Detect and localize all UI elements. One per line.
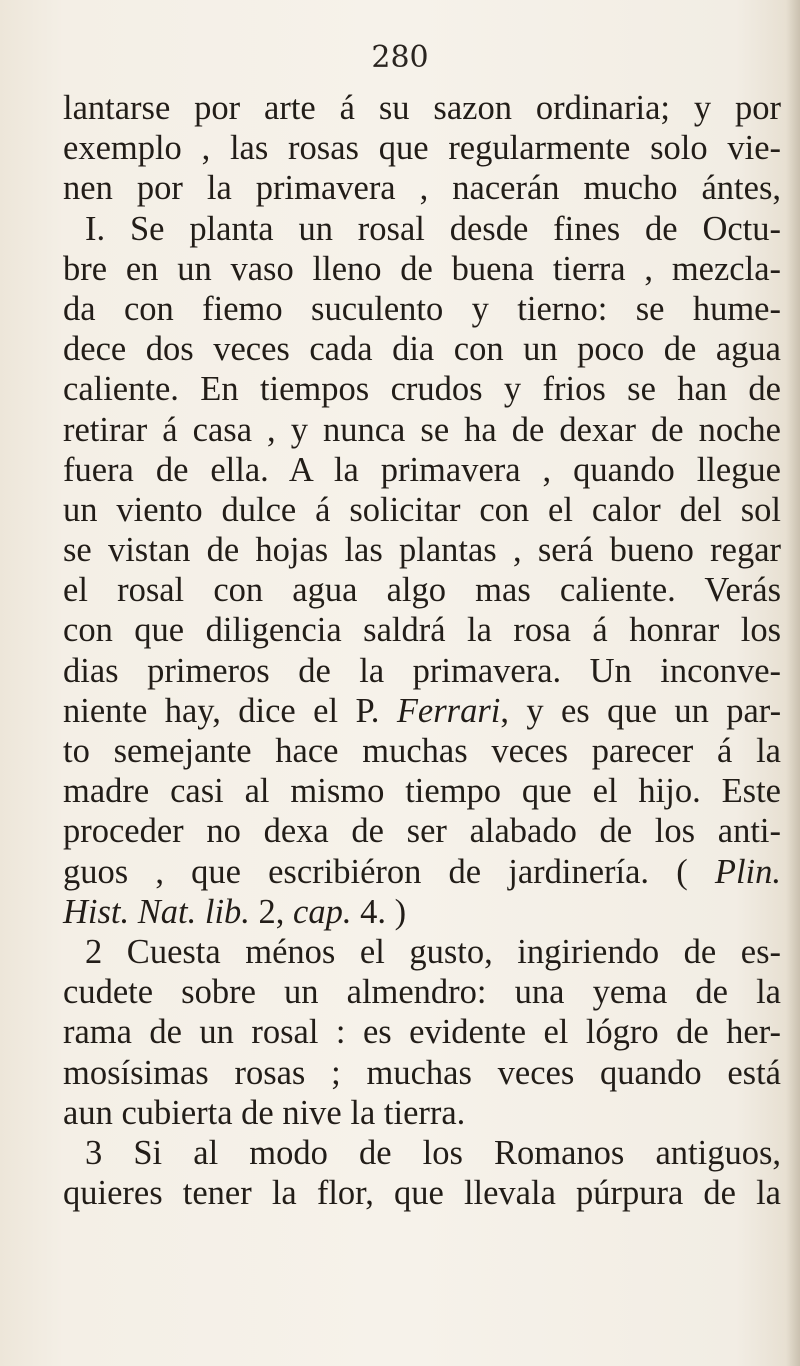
italic-word: Hist. <box>63 892 130 931</box>
body-text <box>63 88 781 1213</box>
text-line: 3 Si al modo de los Romanos antiguos, <box>85 1133 781 1172</box>
text-line: exemplo , las rosas que regularmente solo vie- <box>63 129 781 168</box>
text-line: Hist. Nat. lib. 2, cap. 4. ) <box>63 892 407 931</box>
text-line: se vistan de hojas las plantas , será bueno regar <box>63 531 781 570</box>
italic-word: lib. <box>204 892 250 931</box>
text-line: proceder no dexa de ser alabado de los anti- <box>63 812 781 851</box>
text-line: guos , que escribiéron de jardinería. ( Plin. <box>63 852 781 891</box>
text-line: quieres tener la flor, que llevala púrpura de la <box>63 1174 781 1213</box>
page-number: 280 <box>371 40 429 75</box>
italic-word: Plin. <box>714 852 781 891</box>
text-line: nen por la primavera , nacerán mucho ántes, <box>63 169 781 208</box>
text-line: to semejante hace muchas veces parecer á la <box>63 732 781 770</box>
text-line: caliente. En tiempos crudos y frios se han de <box>63 370 781 409</box>
text-line: lantarse por arte á su sazon ordinaria; y por <box>63 89 781 127</box>
text-line: dias primeros de la primavera. Un inconve- <box>63 651 781 690</box>
text-line: mosísimas rosas ; muchas veces quando está <box>63 1053 781 1092</box>
text-line: dece dos veces cada dia con un poco de agua <box>63 330 781 369</box>
text-line: 2 Cuesta ménos el gusto, ingiriendo de es- <box>85 932 781 971</box>
text-line: con que diligencia saldrá la rosa á honrar los <box>63 611 781 650</box>
text-line: un viento dulce á solicitar con el calor del sol <box>63 490 781 529</box>
italic-word: cap. <box>293 892 352 931</box>
text-line: retirar á casa , y nunca se ha de dexar de noche <box>63 410 781 449</box>
text-line: I. Se planta un rosal desde fines de Octu- <box>85 209 781 248</box>
text-line: aun cubierta de nive la tierra. <box>63 1093 466 1132</box>
text-line: niente hay, dice el P. Ferrari, y es que un par- <box>63 691 782 730</box>
text-line: cudete sobre un almendro: una yema de la <box>63 973 781 1012</box>
text-line: fuera de ella. A la primavera , quando llegue <box>63 450 781 489</box>
text-line: rama de un rosal : es evidente el lógro de her- <box>63 1013 781 1052</box>
text-line: bre en un vaso lleno de buena tierra , mezcla- <box>63 249 781 288</box>
text-line: da con fiemo suculento y tierno: se hume- <box>63 289 781 328</box>
text-line: el rosal con agua algo mas caliente. Verás <box>63 571 781 610</box>
page-edge-shadow <box>786 0 800 1366</box>
text-line: madre casi al mismo tiempo que el hijo. Este <box>63 772 781 811</box>
italic-word: Nat. <box>137 892 197 931</box>
italic-word: Ferrari <box>396 691 501 730</box>
